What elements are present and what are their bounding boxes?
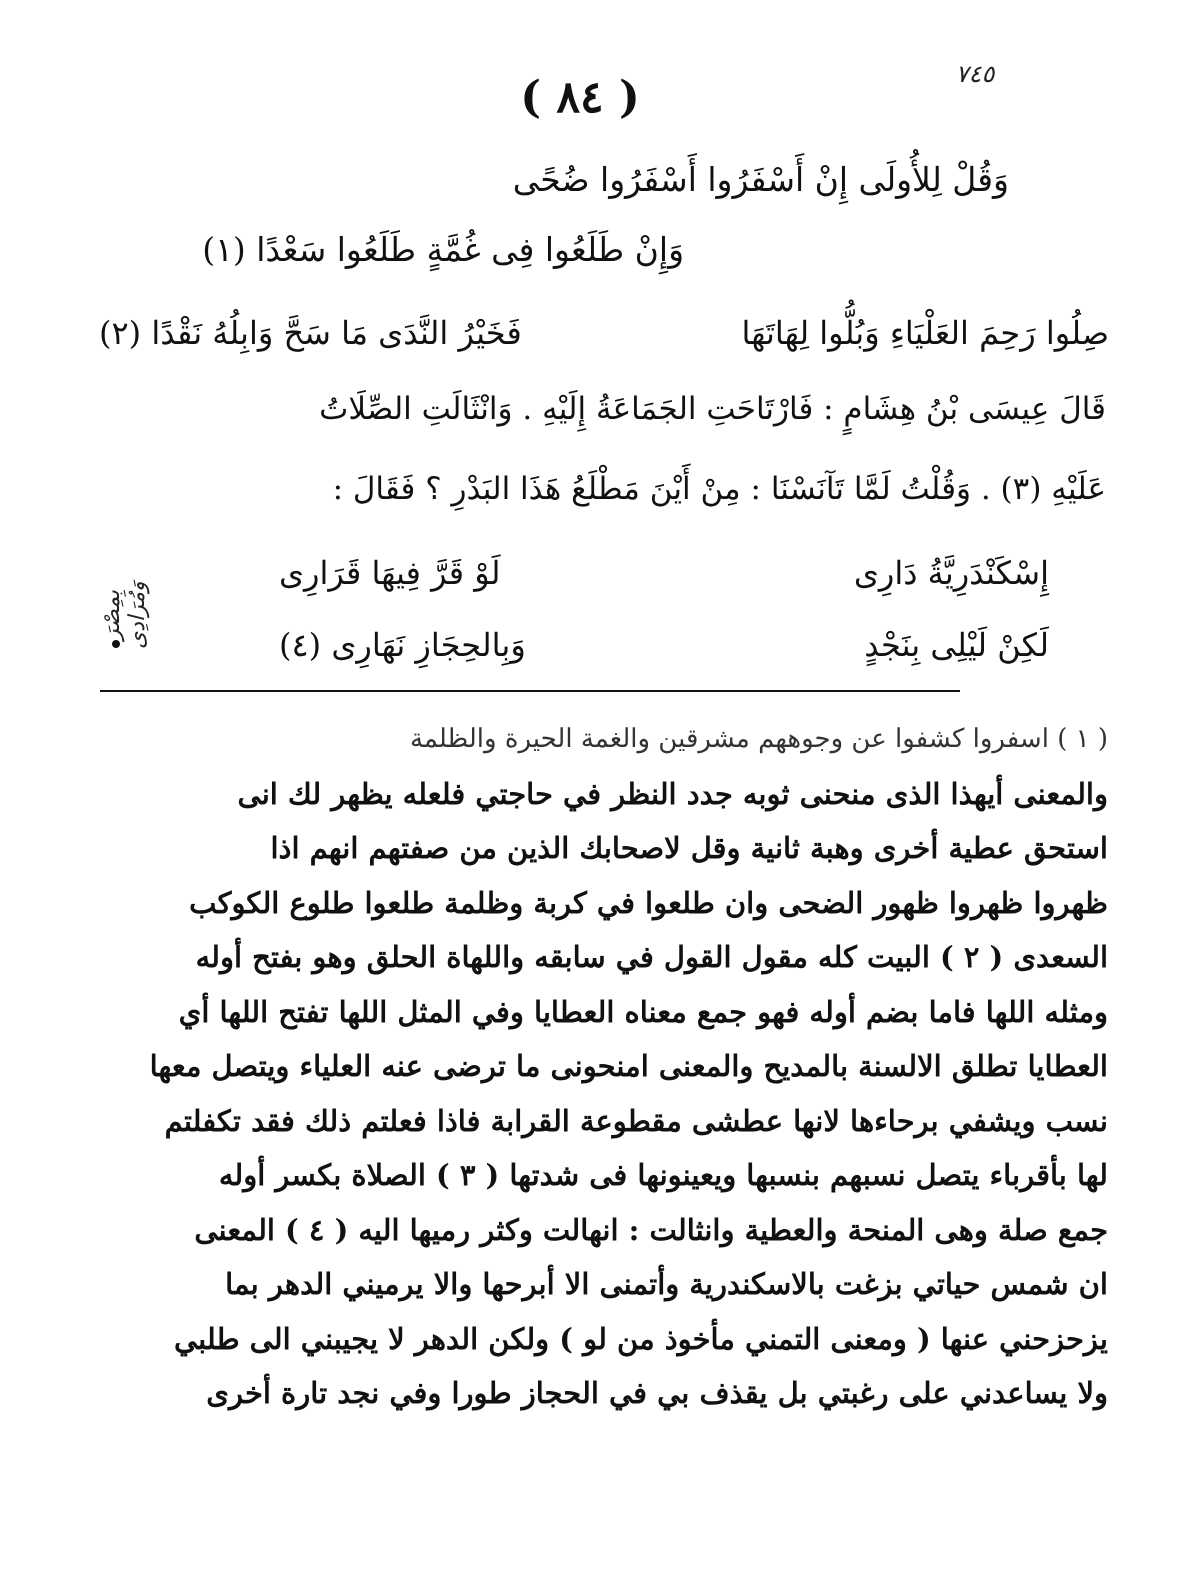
footnote-divider [100, 690, 960, 692]
footnote-line: ظهروا ظهروا ظهور الضحى وان طلعوا في كربة وظلمة طلعوا طلوع الكوكب [189, 885, 1108, 920]
poem2-verse-2-first-hemistich: لَكِنْ لَيْلِى بِنَجْدٍ [864, 626, 1049, 664]
footnote-line: استحق عطية أخرى وهبة ثانية وقل لاصحابك الذين من صفتهم انهم اذا [270, 831, 1108, 865]
verse-3-first-hemistich: صِلُوا رَحِمَ العَلْيَاءِ وَبُلُّوا لِهَاتَهَا [741, 314, 1109, 352]
poem-verse-1: وَقُلْ لِلأُولَى إِنْ أَسْفَرُوا أَسْفَرُوا ضُحًى [512, 160, 1009, 199]
footnotes [93, 712, 1108, 1421]
footnote-line: ولا يساعدني على رغبتي بل يقذف بي في الحجاز طورا وفي نجد تارة أخرى [206, 1376, 1108, 1410]
footnote-line: السعدى ( ٢ ) البيت كله مقول القول في سابقه واللهاة الحلق وهو بفتح أوله [195, 940, 1108, 974]
handwritten-margin-note: بِمِصْرَ وَمُرَادِى [100, 581, 150, 649]
poem2-verse-2-second-hemistich: وَبِالحِجَازِ نَهَارِى (٤) [279, 626, 526, 664]
poem-verse-2: وَإِنْ طَلَعُوا فِى غُمَّةٍ طَلَعُوا سَعْدًا (١) [202, 230, 684, 269]
footnote-line: ( ١ ) اسفروا كشفوا عن وجوههم مشرقين والغمة الحيرة والظلمة [409, 724, 1108, 754]
poem-verse-3 [99, 300, 1109, 366]
footnote-line: يزحزحني عنها ( ومعنى التمني مأخوذ من لو ) ولكن الدهر لا يجيبني الى طلبي [173, 1321, 1108, 1356]
footnote-line: والمعنى أيهذا الذى منحنى ثوبه جدد النظر في حاجتي فلعله يظهر لك انى [237, 776, 1108, 811]
footnote-line: جمع صلة وهى المنحة والعطية وانثالت : انهالت وكثر رميها اليه ( ٤ ) المعنى [194, 1212, 1108, 1247]
footnote-line: ان شمس حياتي بزغت بالاسكندرية وأتمنى الا أبرحها والا يرميني الدهر بما [225, 1267, 1108, 1301]
page-number: ( ٨٤ ) [520, 72, 640, 123]
poem2-verse-1-first-hemistich: إِسْكَنْدَرِيَّةُ دَارِى [853, 554, 1049, 592]
ink-dot [112, 640, 120, 648]
poem2-verse-2 [99, 612, 1109, 678]
prose-line-2: عَلَيْهِ (٣) . وَقُلْتُ لَمَّا تَآنَسْنَا : مِنْ أَيْنَ مَطْلَعُ هَذَا البَدْرِ ؟ فَقَالَ : [332, 471, 1106, 507]
poem2-verse-1-second-hemistich: لَوْ قَرَّ فِيهَا قَرَارِى [279, 554, 501, 592]
footnote-line: العطايا تطلق الالسنة بالمديح والمعنى امنحونى ما ترضى عنه العلياء ويتصل معها [149, 1049, 1108, 1083]
footnote-line: ومثله اللها فاما بضم أوله فهو جمع معناه العطايا وفي المثل اللها تفتح اللها أي [178, 994, 1108, 1029]
poem2-verse-1 [99, 540, 1109, 606]
footnote-line: لها بأقرباء يتصل نسبهم بنسبها ويعينونها فى شدتها ( ٣ ) الصلاة بكسر أوله [218, 1158, 1108, 1192]
handwritten-page-note: ٧٤٥ [955, 60, 995, 88]
footnote-line: نسب ويشفي برحاءها لانها عطشى مقطوعة القرابة فاذا فعلتم ذلك فقد تكفلتم [164, 1103, 1108, 1138]
prose-line-1: قَالَ عِيسَى بْنُ هِشَامٍ : فَارْتَاحَتِ الجَمَاعَةُ إِلَيْهِ . وَانْثَالَتِ الصِّلَاتُ [319, 391, 1106, 427]
verse-3-second-hemistich: فَخَيْرُ النَّدَى مَا سَحَّ وَابِلُهُ نَقْدًا (٢) [99, 314, 522, 352]
